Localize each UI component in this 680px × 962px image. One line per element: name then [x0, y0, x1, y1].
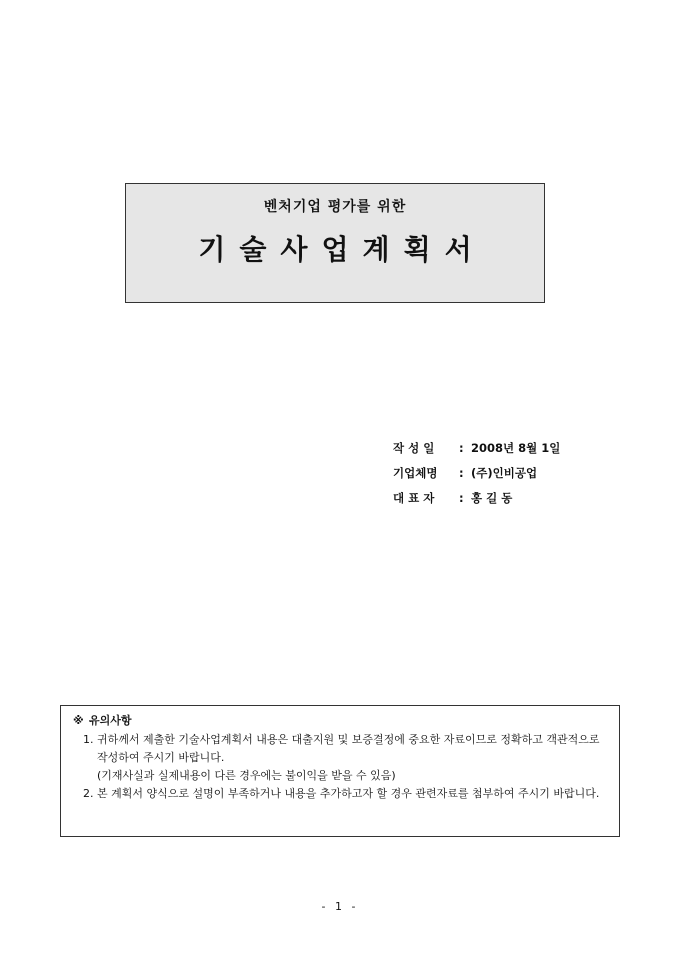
- notice-heading-row: [73, 712, 607, 730]
- notice-item-note: (기재사실과 실제내용이 다른 경우에는 불이익을 받을 수 있음): [97, 769, 396, 782]
- info-value-date: 2008년 8월 1일: [471, 441, 561, 455]
- notice-box: [60, 705, 620, 837]
- notice-item-text: 본 계획서 양식으로 설명이 부족하거나 내용을 추가하고자 할 경우 관련자료를 첨부하여 주시기 바랍니다.: [97, 787, 600, 800]
- document-title: 기술사업계획서: [198, 233, 486, 266]
- info-row-representative: [393, 488, 560, 513]
- info-value-representative: 홍 길 동: [471, 491, 513, 505]
- info-colon: :: [459, 491, 464, 505]
- document-subtitle: 벤처기업 평가를 위한: [263, 199, 407, 215]
- notice-item-number: 1.: [83, 733, 94, 746]
- page-number: - 1 -: [321, 900, 359, 913]
- notice-item-text: 귀하께서 제출한 기술사업계획서 내용은 대출지원 및 보증결정에 중요한 자료이므로 정확하고 객관적으로 작성하여 주시기 바랍니다.: [97, 733, 600, 764]
- notice-heading: 유의사항: [89, 714, 132, 727]
- info-colon: :: [459, 466, 464, 480]
- info-value-company: (주)인비공업: [471, 466, 538, 480]
- notice-item: [73, 785, 607, 803]
- document-title-box: [125, 183, 545, 303]
- notice-item: [73, 731, 607, 767]
- info-row-date: [393, 438, 560, 463]
- info-label-representative: 대 표 자: [393, 491, 435, 505]
- info-label-company: 기업체명: [393, 466, 438, 480]
- info-row-company: [393, 463, 560, 488]
- notice-item-number: 2.: [83, 787, 94, 800]
- info-label-date: 작 성 일: [393, 441, 435, 455]
- reference-mark-icon: ※: [73, 714, 84, 727]
- info-colon: :: [459, 441, 464, 455]
- document-info-block: [393, 438, 560, 513]
